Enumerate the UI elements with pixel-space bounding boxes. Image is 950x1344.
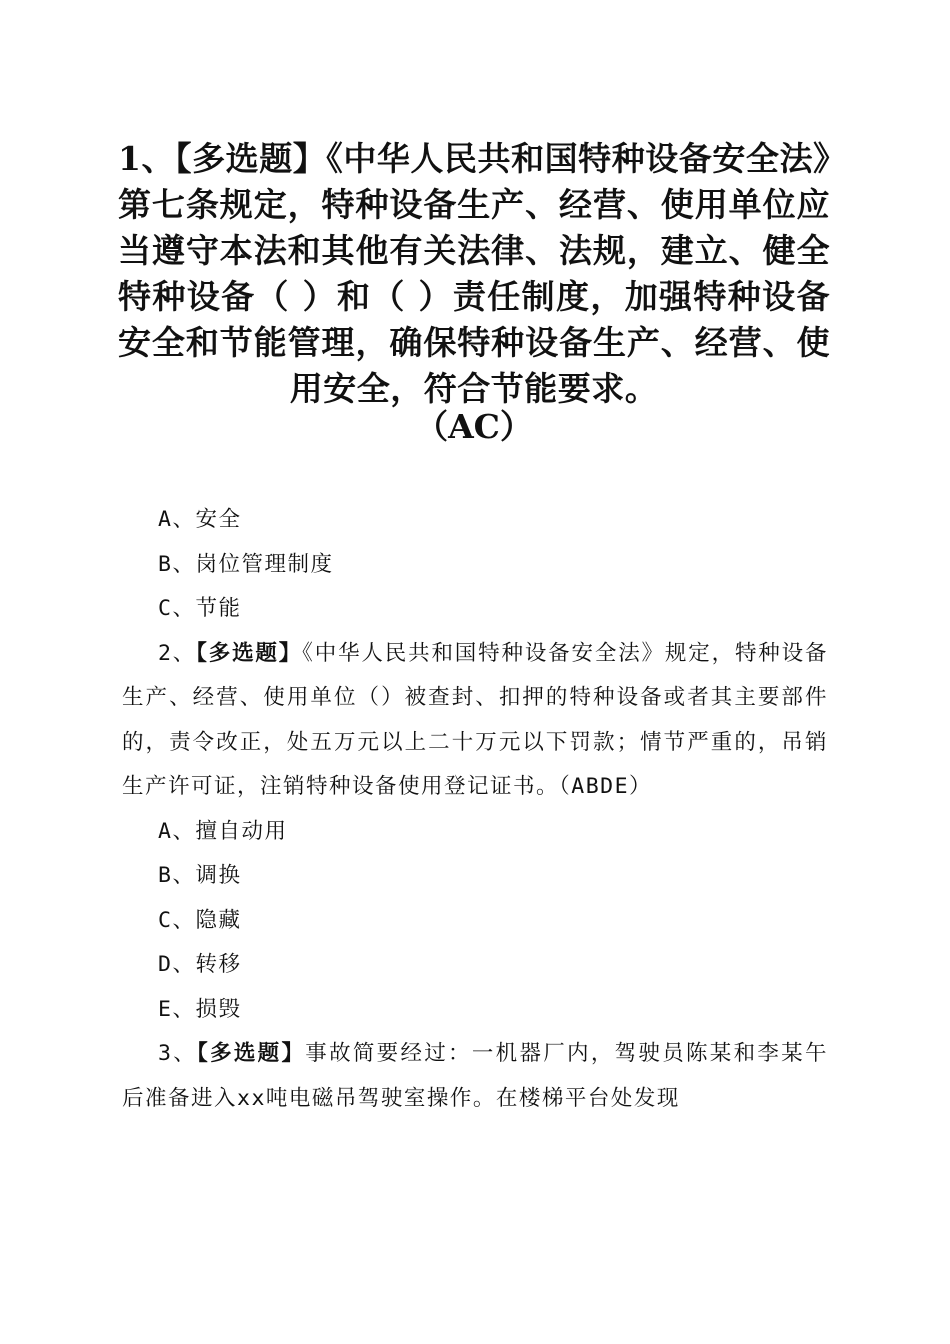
question-3-body: 事故简要经过：一机器厂内，驾驶员陈某和李某午后准备进入xx吨电磁吊驾驶室操作。在楼梯平台处发现 xyxy=(122,1041,828,1111)
question-1-answer: （AC） xyxy=(415,407,533,446)
question-2-body: 《中华人民共和国特种设备安全法》规定，特种设备生产、经营、使用单位（）被查封、扣押的特种设备或者其主要部件的，责令改正，处五万元以上二十万元以下罚款；情节严重的，吊销生产许可证，注销特种设备使用登记证书。（ABDE） xyxy=(122,640,828,799)
question-1-option-a: A、安全 xyxy=(158,507,242,532)
question-2-option-c: C、隐藏 xyxy=(158,907,242,933)
question-2-option-d: D、转移 xyxy=(158,952,242,977)
question-2-tag: 【多选题】 xyxy=(196,640,303,666)
question-2-option-a: A、擅自动用 xyxy=(158,818,288,844)
question-3-tag: 【多选题】 xyxy=(197,1041,306,1066)
question-2-option-b: B、调换 xyxy=(158,863,242,888)
document-body xyxy=(122,498,828,1121)
question-3-text xyxy=(122,1032,828,1121)
question-2-option-e: E、损毁 xyxy=(158,996,242,1022)
question-3-number: 3、 xyxy=(158,1041,198,1066)
question-1-option-b: B、岗位管理制度 xyxy=(158,551,334,577)
question-2-text xyxy=(122,632,828,810)
question-1-option-c: C、节能 xyxy=(158,596,242,621)
question-2-number: 2、 xyxy=(158,640,197,666)
question-1-title: 1、【多选题】《中华人民共和国特种设备安全法》第七条规定，特种设备生产、经营、使用单位应当遵守本法和其他有关法律、法规，建立、健全特种设备（ ）和（ ）责任制度，加强特种设备安全和节能管理，确保特种设备生产、经营、使用安全，符合节能要求。 xyxy=(118,139,830,408)
